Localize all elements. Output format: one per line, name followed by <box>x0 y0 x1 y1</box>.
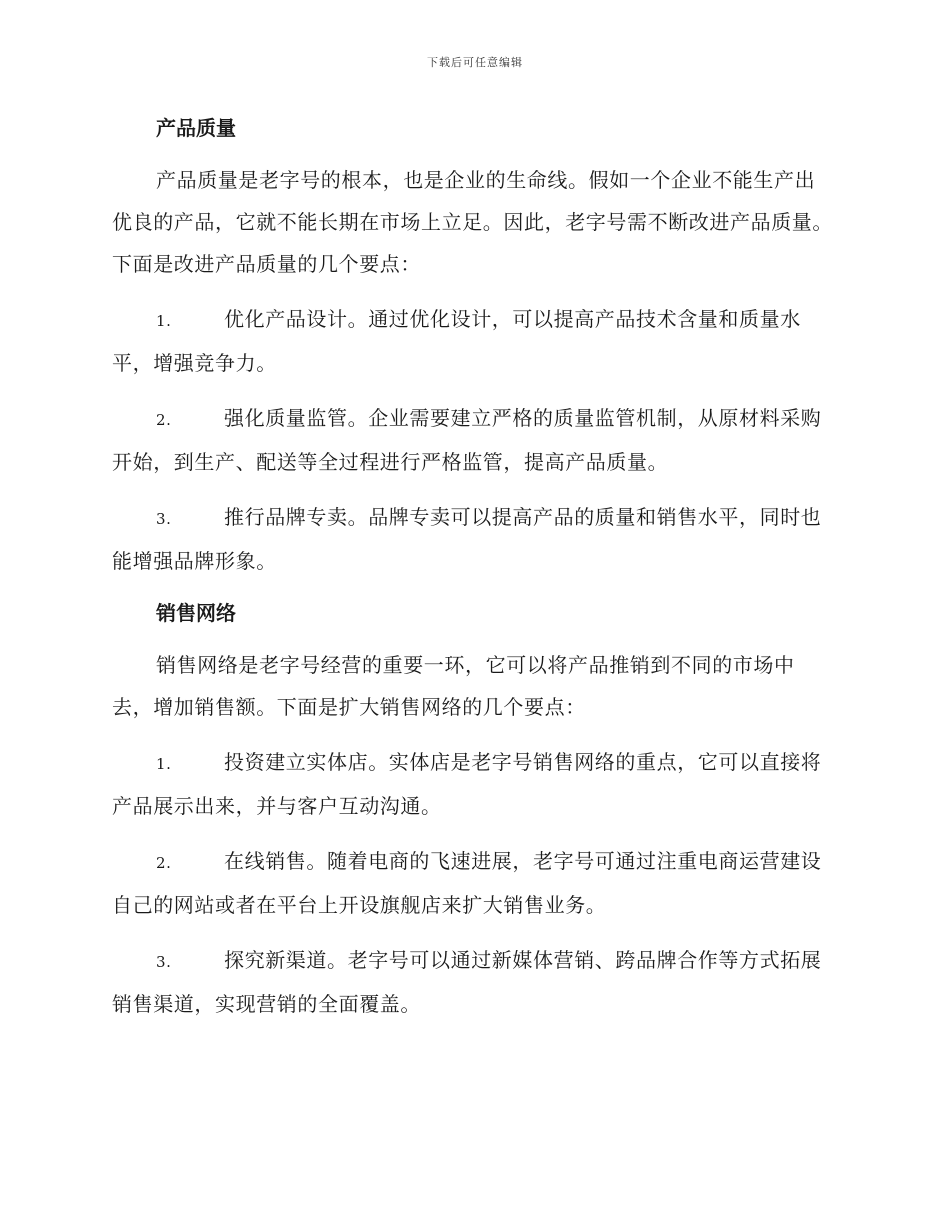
list-item-number: 1. <box>156 312 172 330</box>
list-item-text: 投资建立实体店。实体店是老字号销售网络的重点，它可以直接将产品展示出来，并与客户互动沟通。 <box>112 750 822 818</box>
list-item <box>112 397 834 483</box>
section-heading-quality: 产品质量 <box>156 116 236 140</box>
list-item <box>112 496 834 582</box>
list-item-number: 3. <box>156 953 172 971</box>
page-header-note: 下载后可任意编辑 <box>427 56 523 69</box>
list-item <box>112 939 834 1025</box>
list-item-text: 强化质量监管。企业需要建立严格的质量监管机制，从原材料采购开始，到生产、配送等全过程进行严格监管，提高产品质量。 <box>112 406 822 474</box>
section-intro-quality: 产品质量是老字号的根本，也是企业的生命线。假如一个企业不能生产出优良的产品，它就不能长期在市场上立足。因此，老字号需不断改进产品质量。下面是改进产品质量的几个要点： <box>112 168 833 276</box>
list-item-number: 3. <box>156 510 172 528</box>
list-item <box>112 840 834 926</box>
list-item-number: 2. <box>156 854 172 872</box>
list-item-text: 探究新渠道。老字号可以通过新媒体营销、跨品牌合作等方式拓展销售渠道，实现营销的全面覆盖。 <box>112 948 822 1016</box>
list-item-text: 在线销售。随着电商的飞速进展，老字号可通过注重电商运营建设自己的网站或者在平台上开设旗舰店来扩大销售业务。 <box>112 849 822 917</box>
section-intro-sales: 销售网络是老字号经营的重要一环，它可以将产品推销到不同的市场中去，增加销售额。下面是扩大销售网络的几个要点： <box>112 653 795 719</box>
document-body <box>112 110 834 1025</box>
list-item-number: 2. <box>156 411 172 429</box>
section-heading-sales: 销售网络 <box>156 601 236 625</box>
list-item <box>112 298 834 384</box>
list-item-text: 优化产品设计。通过优化设计，可以提高产品技术含量和质量水平，增强竞争力。 <box>112 307 801 375</box>
list-item-number: 1. <box>156 755 172 773</box>
list-item-text: 推行品牌专卖。品牌专卖可以提高产品的质量和销售水平，同时也能增强品牌形象。 <box>112 505 822 573</box>
list-item <box>112 741 834 827</box>
